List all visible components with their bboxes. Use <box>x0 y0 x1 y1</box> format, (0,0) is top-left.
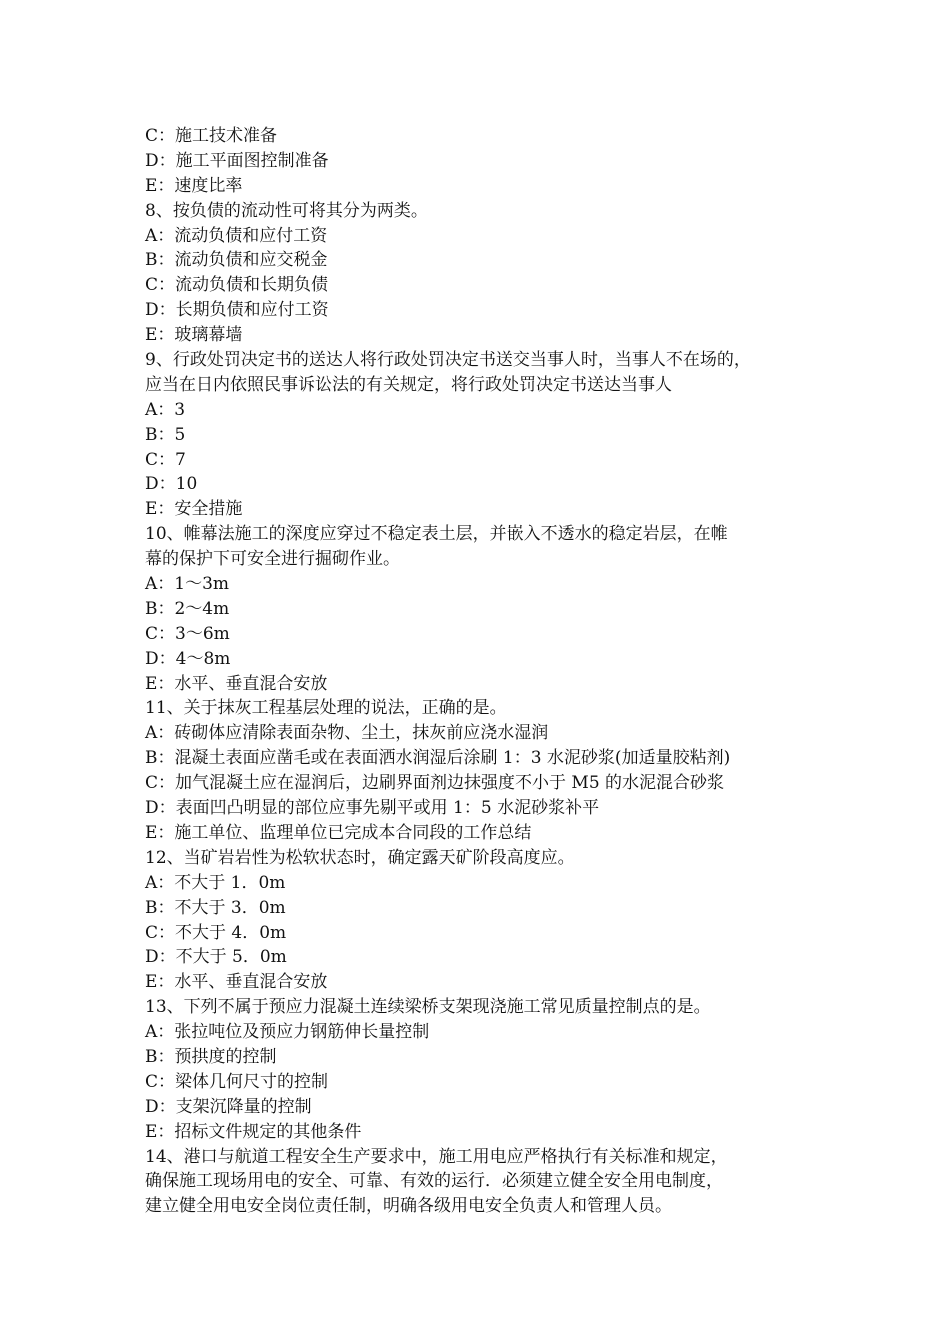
option-line: A：3 <box>145 399 186 420</box>
question-line: 8、按负债的流动性可将其分为两类。 <box>145 200 428 221</box>
document-body <box>145 124 825 1219</box>
option-line: D：不大于 5．0m <box>145 947 287 968</box>
question-line: 应当在日内依照民事诉讼法的有关规定，将行政处罚决定书送达当事人 <box>145 374 672 395</box>
option-line: E：水平、垂直混合安放 <box>145 673 328 694</box>
option-line: B：2～4m <box>145 598 230 619</box>
question-line: 11、关于抹灰工程基层处理的说法，正确的是。 <box>145 698 507 719</box>
option-line: E：玻璃幕墙 <box>145 325 243 346</box>
option-line: E：安全措施 <box>145 499 243 520</box>
option-line: C：梁体几何尺寸的控制 <box>145 1071 329 1092</box>
option-line: A：流动负债和应付工资 <box>145 225 328 246</box>
question-line: 幕的保护下可安全进行掘砌作业。 <box>145 549 400 570</box>
question-line: 建立健全用电安全岗位责任制，明确各级用电安全负责人和管理人员。 <box>145 1196 672 1217</box>
option-line: B：混凝土表面应凿毛或在表面洒水润湿后涂刷 1：3 水泥砂浆(加适量胶粘剂) <box>145 748 731 769</box>
option-line: C：7 <box>145 449 186 470</box>
option-line: A：不大于 1．0m <box>145 872 286 893</box>
question-line: 13、下列不属于预应力混凝土连续梁桥支架现浇施工常见质量控制点的是。 <box>145 997 711 1018</box>
option-line: A：砖砌体应清除表面杂物、尘土，抹灰前应浇水湿润 <box>145 723 549 744</box>
option-line: D：10 <box>145 474 198 495</box>
text-line: E：速度比率 <box>145 175 243 196</box>
option-line: E：招标文件规定的其他条件 <box>145 1121 362 1142</box>
option-line: D：长期负债和应付工资 <box>145 300 329 321</box>
question-line: 确保施工现场用电的安全、可靠、有效的运行．必须建立健全安全用电制度， <box>145 1171 723 1192</box>
option-line: B：预拱度的控制 <box>145 1046 277 1067</box>
option-line: A：张拉吨位及预应力钢筋伸长量控制 <box>145 1022 430 1043</box>
option-line: A：1～3m <box>145 574 230 595</box>
option-line: D：支架沉降量的控制 <box>145 1096 312 1117</box>
option-line: E：水平、垂直混合安放 <box>145 972 328 993</box>
option-line: B：5 <box>145 424 186 445</box>
option-line: B：不大于 3．0m <box>145 897 286 918</box>
question-line: 12、当矿岩岩性为松软状态时，确定露天矿阶段高度应。 <box>145 847 575 868</box>
option-line: E：施工单位、监理单位已完成本合同段的工作总结 <box>145 822 532 843</box>
option-line: D：4～8m <box>145 648 231 669</box>
question-line: 9、行政处罚决定书的送达人将行政处罚决定书送交当事人时，当事人不在场的， <box>145 350 751 371</box>
option-line: C：加气混凝土应在湿润后，边刷界面剂边抹强度不小于 M5 的水泥混合砂浆 <box>145 773 725 794</box>
option-line: C：3～6m <box>145 623 230 644</box>
text-line: C：施工技术准备 <box>145 126 278 146</box>
option-line: B：流动负债和应交税金 <box>145 250 328 271</box>
question-line: 10、帷幕法施工的深度应穿过不稳定表土层，并嵌入不透水的稳定岩层，在帷 <box>145 524 728 545</box>
question-line: 14、港口与航道工程安全生产要求中，施工用电应严格执行有关标准和规定， <box>145 1146 728 1167</box>
option-line: C：不大于 4．0m <box>145 922 287 943</box>
option-line: C：流动负债和长期负债 <box>145 275 329 296</box>
text-line: D：施工平面图控制准备 <box>145 150 329 171</box>
option-line: D：表面凹凸明显的部位应事先剔平或用 1：5 水泥砂浆补平 <box>145 798 600 819</box>
